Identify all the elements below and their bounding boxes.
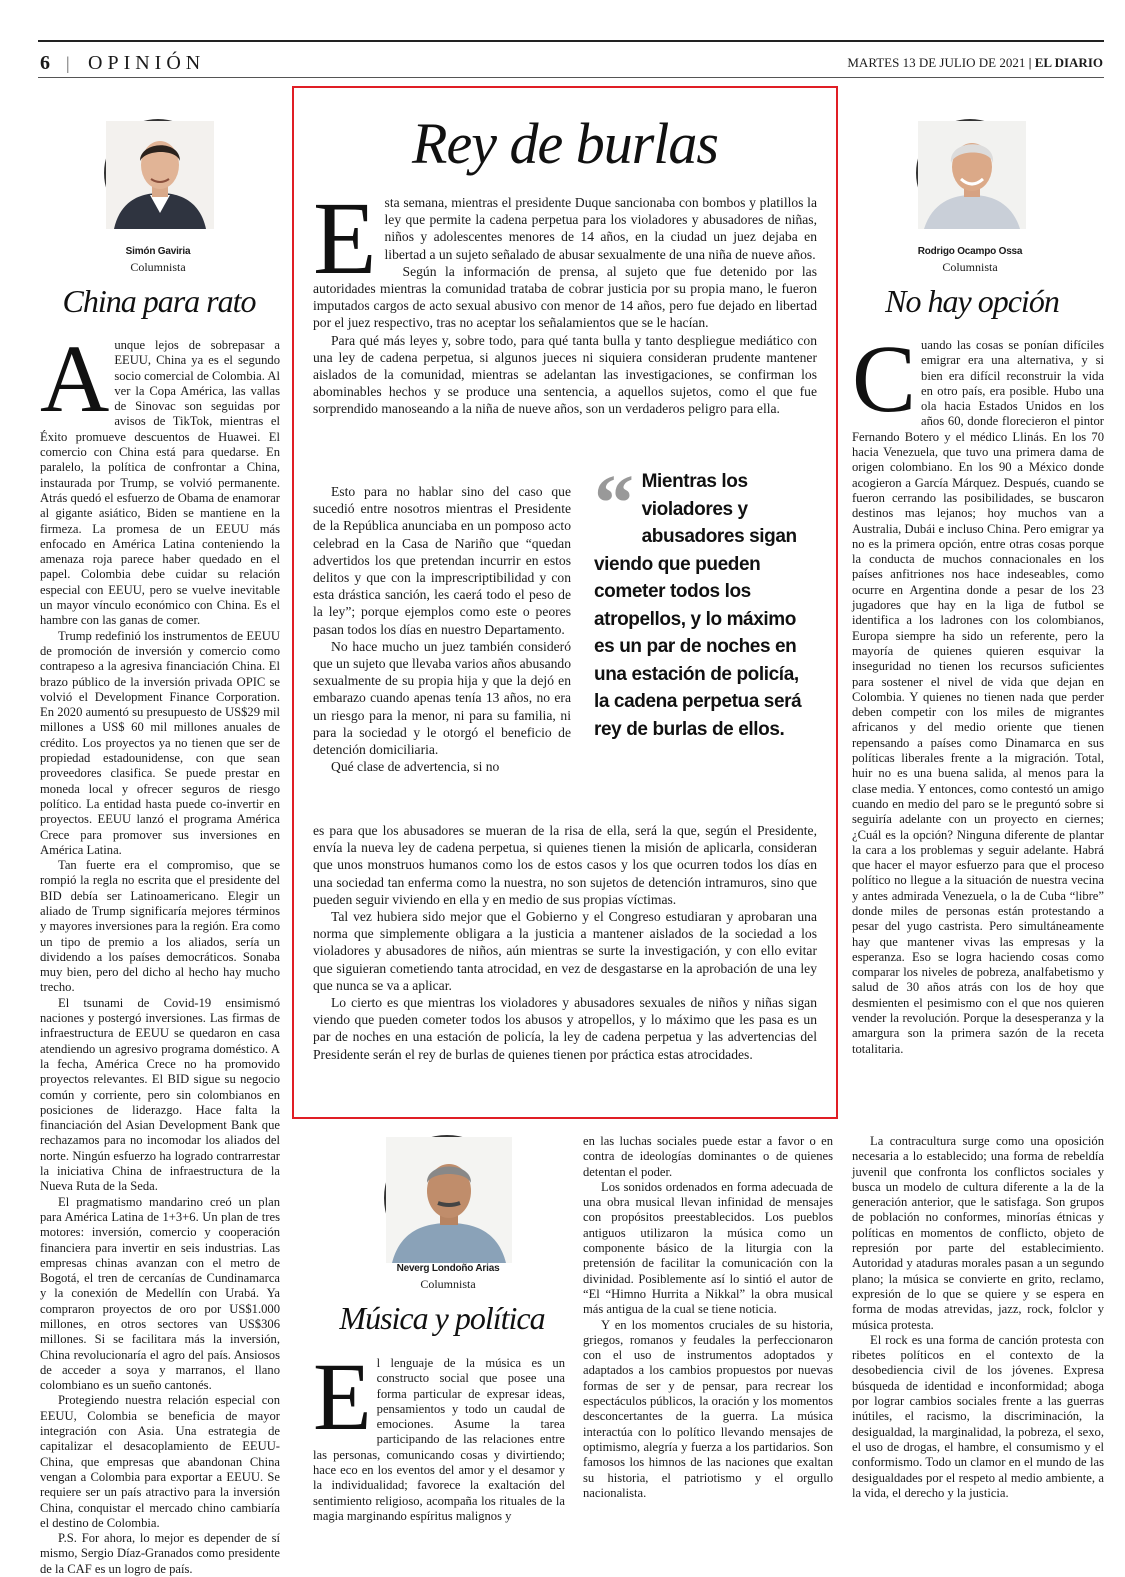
paragraph: Qué clase de advertencia, si no <box>331 759 500 775</box>
editorial-body-bottom <box>313 822 817 1063</box>
drop-cap: E <box>313 1343 372 1450</box>
author-photo-rodrigo-ocampo <box>916 119 1024 227</box>
column-title: No hay opción <box>885 283 1059 319</box>
header-top-rule <box>38 40 1104 42</box>
paragraph: El rock es una forma de canción protesta con ribetes políticos en el contexto de la desobediencia civil de los jóvenes. Expresa búsqueda de identidad e inconformidad; aboga por lograr cambios sociales frente a las guerras inútiles, el racismo, la discriminación, la desigualdad, la marginalidad, la pobreza, el sexo, el uso de drogas, el hambre, el consumismo y el conformismo. Todo un clamor en el mundo de las desigualdades por el respeto al medio ambiente, a la vida, el derecho y la justicia. <box>852 1332 1104 1500</box>
header-separator: | <box>66 53 70 73</box>
paragraph: El tsunami de Covid-19 ensimismó naciones y postergó inversiones. Las firmas de infraestructura de EEUU se quedaron en casa atendiendo un agresivo programa doméstico. A la fecha, América Crece no ha promovido proyectos relevantes. El BID sigue su negocio común y corriente, pero sin colombianos en posiciones de liderazgo. Hace falta la financiación del Asian Development Bank que rechazamos para no incomodar los aliados del norte. Ningún esfuerzo ha logrado contrarrestar la iniciativa China de infraestructura de la Nueva Ruta de la Seda. <box>40 995 280 1194</box>
column-body-no-hay-opcion <box>852 325 1104 1057</box>
editorial-body-mid <box>313 483 571 775</box>
paragraph: Esto para no hablar sino del caso que sucedió entre nosotros mientras el Presidente de la República anunciaba en un pomposo acto celebrad en la Casa de Nariño que “quedan advertidos los que pretendan incurrir en estos delitos y que con la imprescriptibilidad y con esta drástica sanción, les caerá todo el peso de la ley”; porque ejemplos como este o peores pasan todos los días en nuestro Departamento. <box>313 484 571 637</box>
paragraph: Tan fuerte era el compromiso, que se rompió la regla no escrita que el presidente del BID debía ser Latinoamericano. Elegir un aliado de Trump significaría mejores términos y mayores inversiones para la región. Era como un tipo de premio a los aliados, sería un dividendo a los países democráticos. Sonaba muy bien, pero del dicho al hecho hay mucho trecho. <box>40 858 280 995</box>
paragraph: Los sonidos ordenados en forma adecuada de una obra musical llevan infinidad de mensajes con propósitos preestablecidos. Los pueblos antiguos utilizaron la música como un componente básico de la liturgia con la pretensión de facilitar la comunicación con la divinidad. Posiblemente así lo sintió el autor de “El “Himno Hurrita a Nikkal” la obra musical más antigua de la cual se tiene noticia. <box>583 1179 833 1317</box>
header-bottom-rule <box>38 77 1104 78</box>
date: MARTES 13 DE JULIO DE 2021 <box>847 55 1026 70</box>
author-photo-simon-gaviria <box>104 119 212 227</box>
paragraph: El pragmatismo mandarino creó un plan para América Latina de 1+3+6. Un plan de tres motores: inversión, comercio y cooperación financiera para invertir en seis industrias. Las empresas chinas avanzan con el metro de Bogotá, el tren de cercanías de Cundinamarca y la conexión de Medellín con Urabá. Ya compraron proyectos de oro por US$1.000 millones, en otros sectores van US$306 millones. Si se facilitara más la inversión, China revolucionaría el agro del país. Ansiosos de acceder a soya y marranos, el llano colombiano es un sueño cantonés. <box>40 1194 280 1393</box>
column-body-musica-2 <box>583 1134 833 1501</box>
paragraph: Según la información de prensa, al sujeto que fue detenido por las autoridades mientras la comunidad trataba de cobrar justicia por su propia mano, le fueron imputados cargos de acto sexual abusivo con menor de 14 años, pero fue dejado en libertad por el juez respectivo, tras no aceptar los señalamientos que se le hacían. <box>313 263 817 331</box>
paragraph: La contracultura surge como una oposición necesaria a lo establecido; una forma de rebeldía juvenil que confronta los conflictos sociales y busca un modelo de cultura diferente a la de la generación anterior, que le satisfaga. Son grupos de población no conformes, minorías étnicas y políticas en momentos de conflicto, objeto de represión por parte del establecimiento. Autoridad y ataduras morales pasan a un segundo plano; la música se convierte en grito, reclamo, expresión de lo que se quiere y se espera en forma de modas atrevidas, jazz, rock, folclor y música protesta. <box>852 1134 1104 1332</box>
drop-cap: A <box>40 325 110 432</box>
editorial-title: Rey de burlas <box>412 111 718 176</box>
page-number: 6 <box>40 52 50 74</box>
paragraph: l lenguaje de la música es un constructo social que posee una forma particular de expresar ideas, pensamientos y todo un caudal de emociones. Asume la tarea participando de las relaciones entre las personas, comunicando cosas y divirtiendo; hace eco en los eventos del amor y el desamor y la individualidad; favorece la exaltación del sentimiento religioso, acompaña los rituales de la magia marginando espíritus malignos y <box>313 1356 565 1523</box>
paragraph: No hace mucho un juez también consideró que un sujeto que llevaba varios años abusando sexualmente de su propia hija y que la dejó en embarazo cuando apenas tenía 13 años, no era un riesgo para la menor, ni para su familia, ni para la sociedad y le otorgó el beneficio de detención domiciliaria. <box>313 638 571 758</box>
column-body-musica-1 <box>313 1343 565 1524</box>
newspaper-name: EL DIARIO <box>1034 55 1103 70</box>
author-name: Simón Gaviria <box>125 246 191 257</box>
quote-mark-icon: “ <box>594 460 634 548</box>
author-role: Columnista <box>130 260 186 274</box>
editorial-body-top <box>313 181 817 418</box>
paragraph: Para qué más leyes y, sobre todo, para qué tanta bulla y tanto despliegue mediático con una ley de cadena perpetua, si algunos jueces ni siquiera consideran prudente mantener aislados de la comunidad, mientras se adelantan las investigaciones, se confirman los abominables hechos y se produce una sentencia, a aquellos sujetos, como el que fue sorprendido manoseando a la niña de nueve años, son un verdaderos peligro para ella. <box>313 332 817 417</box>
pull-quote-text: Mientras los violadores y abusadores sigan viendo que pueden cometer todos los atropellos, y lo máximo es un par de noches en una estación de policía, la cadena perpetua será rey de burlas de ellos. <box>594 471 802 740</box>
paragraph: unque lejos de sobrepasar a EEUU, China ya es el segundo socio comercial de Colombia. Al ver la Copa América, las vallas de Sinovac son seguidas por avisos de TikTok, mientras el Éxito promueve descuentos de Huawei. El comercio con China está para quedarse. En paralelo, la política de confrontar a China, instaurada por Trump, se volvió permanente. Atrás quedó el esfuerzo de Obama de enamorar al gigante asiático, Biden se mantiene en la firmeza. La promesa de un EEUU más enfocado en América Latina conteniendo la amenaza roja parece haber quedado en el papel. Colombia debe cuidar su relación especial con EEUU, pero se vuelve inevitable un mayor vínculo económico con China. Es el hambre con las ganas de comer. <box>40 338 280 628</box>
drop-cap: E <box>313 181 377 296</box>
drop-cap: C <box>852 325 917 432</box>
author-name: Rodrigo Ocampo Ossa <box>917 246 1023 257</box>
column-body-china <box>40 325 280 1577</box>
column-title: China para rato <box>62 283 256 319</box>
paragraph: sta semana, mientras el presidente Duque sancionaba con bombos y platillos la ley que permite la cadena perpetua para los violadores y abusadores de niñas, niños y adolescentes menores de 14 años, en la ciudad un juez dejaba en libertad a un sujeto señalado de abusar sexualmente de una niña de nueve años. <box>384 195 817 262</box>
author-photo-neverg-londono <box>384 1135 510 1261</box>
dateline <box>847 55 1103 71</box>
pull-quote <box>594 460 814 743</box>
paragraph: Trump redefinió los instrumentos de EEUU de promoción de inversión y comercio como contrapeso a la agresiva financiación China. El brazo público de la inversión privada OPIC se volvió el Development Finance Corporation. En 2020 aumentó su presupuesto de US$29 mil millones a US$ 60 mil millones anuales de crédito. Los proyectos ya no tienen que ser de propiedad estadounidense, con que sean proveedores clasifica. Se puede prestar en moneda local y ofrecer seguros de riesgo político. La entidad hasta puede co-invertir en proyectos. EEUU lanzó el programa América Crece para promover sus inversiones en América Latina. <box>40 628 280 857</box>
author-role: Columnista <box>942 260 998 274</box>
dateline-separator: | <box>1028 55 1032 70</box>
paragraph: en las luchas sociales puede estar a favor o en contra de ideologías dominantes o de quienes detentan el poder. <box>583 1134 833 1179</box>
paragraph: Lo cierto es que mientras los violadores y abusadores sexuales de niños y niñas sigan viendo que pueden cometer todos los abusos y atropellos, y lo máximo que les pasa es un par de noches en una estación de policía, la ley de cadena perpetua y las advertencias del Presidente serán el rey de burlas de quienes tienen por práctica estas atrocidades. <box>313 995 817 1062</box>
paragraph: es para que los abusadores se mueran de la risa de ella, será la que, según el Presidente, envía la nueva ley de cadena perpetua, si quienes tienen la misión de aplicarla, consideran que unos monstruos humanos como los de estos casos y los que ocurren todos los días en una sociedad tan enferma como la nuestra, no son sujetos de detención intramuros, sino que pueden seguir viviendo en ella y en medio de sus propias víctimas. <box>313 823 817 907</box>
paragraph: uando las cosas se ponían difíciles emigrar era una alternativa, y si bien era difícil reconstruir la vida en otro país, era posible. Hubo una ola hacia Estados Unidos en los años 60, donde florecieron el pintor Fernando Botero y el médico Llinás. En los 70 hacia Venezuela, que tuvo una primera dama de origen colombiano. En los 90 a México donde acogieron a García Márquez. Después, cuando se fueron cerrando las posibilidades, se buscaron destinos mas lejanos; hoy muchos van a Australia, Dubái e incluso China. Pero emigrar ya no es la primera opción, entre otras cosas porque la conducta de muchos connacionales en los países anfitriones nos hace indeseables, como ocurre en Argentina donde a pesar de los 23 jugadores que hay en la liga de futbol se identifica a los ladrones con los colombianos, Europa siempre ha sido un referente, pero la mayoría de quienes quieren esquivar la inseguridad no tienen los recursos suficientes para sostener el nivel de vida que dejan en Colombia. Y quienes no tienen nada que perder deben competir con los miles de migrantes africanos y del medio oriente que tienen repensando a países como Dinamarca en sus políticas liberales frente a la migración. Total, huir no es una buena salida, al menos para la clase media. Y entonces, como contestó un amigo cuando en medio del paro se le preguntó sobre si seguiría adelante con un proyecto en ciernes; ¿Cuál es la opción? Ninguna diferente de plantar la cara a los problemas y seguir adelante. Habrá que hacer el mayor esfuerzo para que el proceso político no llegue a la situación de nuestra vecina y antes admirada Venezuela, o la de Cuba “libre” donde miles de personas están protestando a pesar del yugo castrista. Pero simultáneamente hay que mantener vivas las empresas y la esperanza. Eso se logra haciendo cosas como comparar los niveles de pobreza, analfabetismo y salud de 30 años atrás con los de hoy que desmienten el pesimismo con el que nos quieren vender la revolución. Porque la desesperanza y la amargura son la primera sazón de la receta totalitaria. <box>852 338 1104 1056</box>
paragraph: Tal vez hubiera sido mejor que el Gobierno y el Congreso estudiaran y aprobaran una norma que simplemente obligara a la justicia a mantener aislados de la sociedad a los violadores y abusadores de niños, aún mientras se surte la investigación, y con ello evitar que siguieran cometiendo tanta atrocidad, en vez de desgastarse en la aprobación de una ley que nunca se va a aplicar. <box>313 909 817 993</box>
portrait-icon <box>106 121 214 229</box>
author-role: Columnista <box>420 1277 476 1291</box>
column-title: Música y política <box>339 1300 545 1336</box>
column-body-musica-3 <box>852 1134 1104 1501</box>
paragraph: P.S. For ahora, lo mejor es depender de sí mismo, Sergio Díaz-Granados como presidente de la CAF es un logro de país. <box>40 1531 280 1576</box>
portrait-icon <box>918 121 1026 229</box>
section-name: OPINIÓN <box>88 52 206 74</box>
portrait-icon <box>386 1137 512 1263</box>
paragraph: Protegiendo nuestra relación especial con EEUU, Colombia se beneficia de mayor integración con Asia. Una estrategia de capitalizar el desacoplamiento de EEUU-China, que empresas que abandonan China vengan a Colombia para exportar a EEUU. Se requiere ser un país atractivo para la inversión China, conquistar el mercado chino cambiaría el destino de Colombia. <box>40 1393 280 1530</box>
paragraph: Y en los momentos cruciales de su historia, griegos, romanos y feudales la perfeccionaron con el uso de instrumentos adoptados y adaptados a los cambios propuestos por nuevas formas de ser y de pensar, para recrear los espectáculos públicos, la oración y los momentos desconcertantes de la guerra. La música interactúa con lo político llevando mensajes de optimismo, alegría y fuerza a los partidarios. Son famosos los himnos de las naciones que exaltan su historia, el patriotismo y el orgullo nacionalista. <box>583 1317 833 1500</box>
author-name: Neverg Londoño Arias <box>396 1263 500 1274</box>
